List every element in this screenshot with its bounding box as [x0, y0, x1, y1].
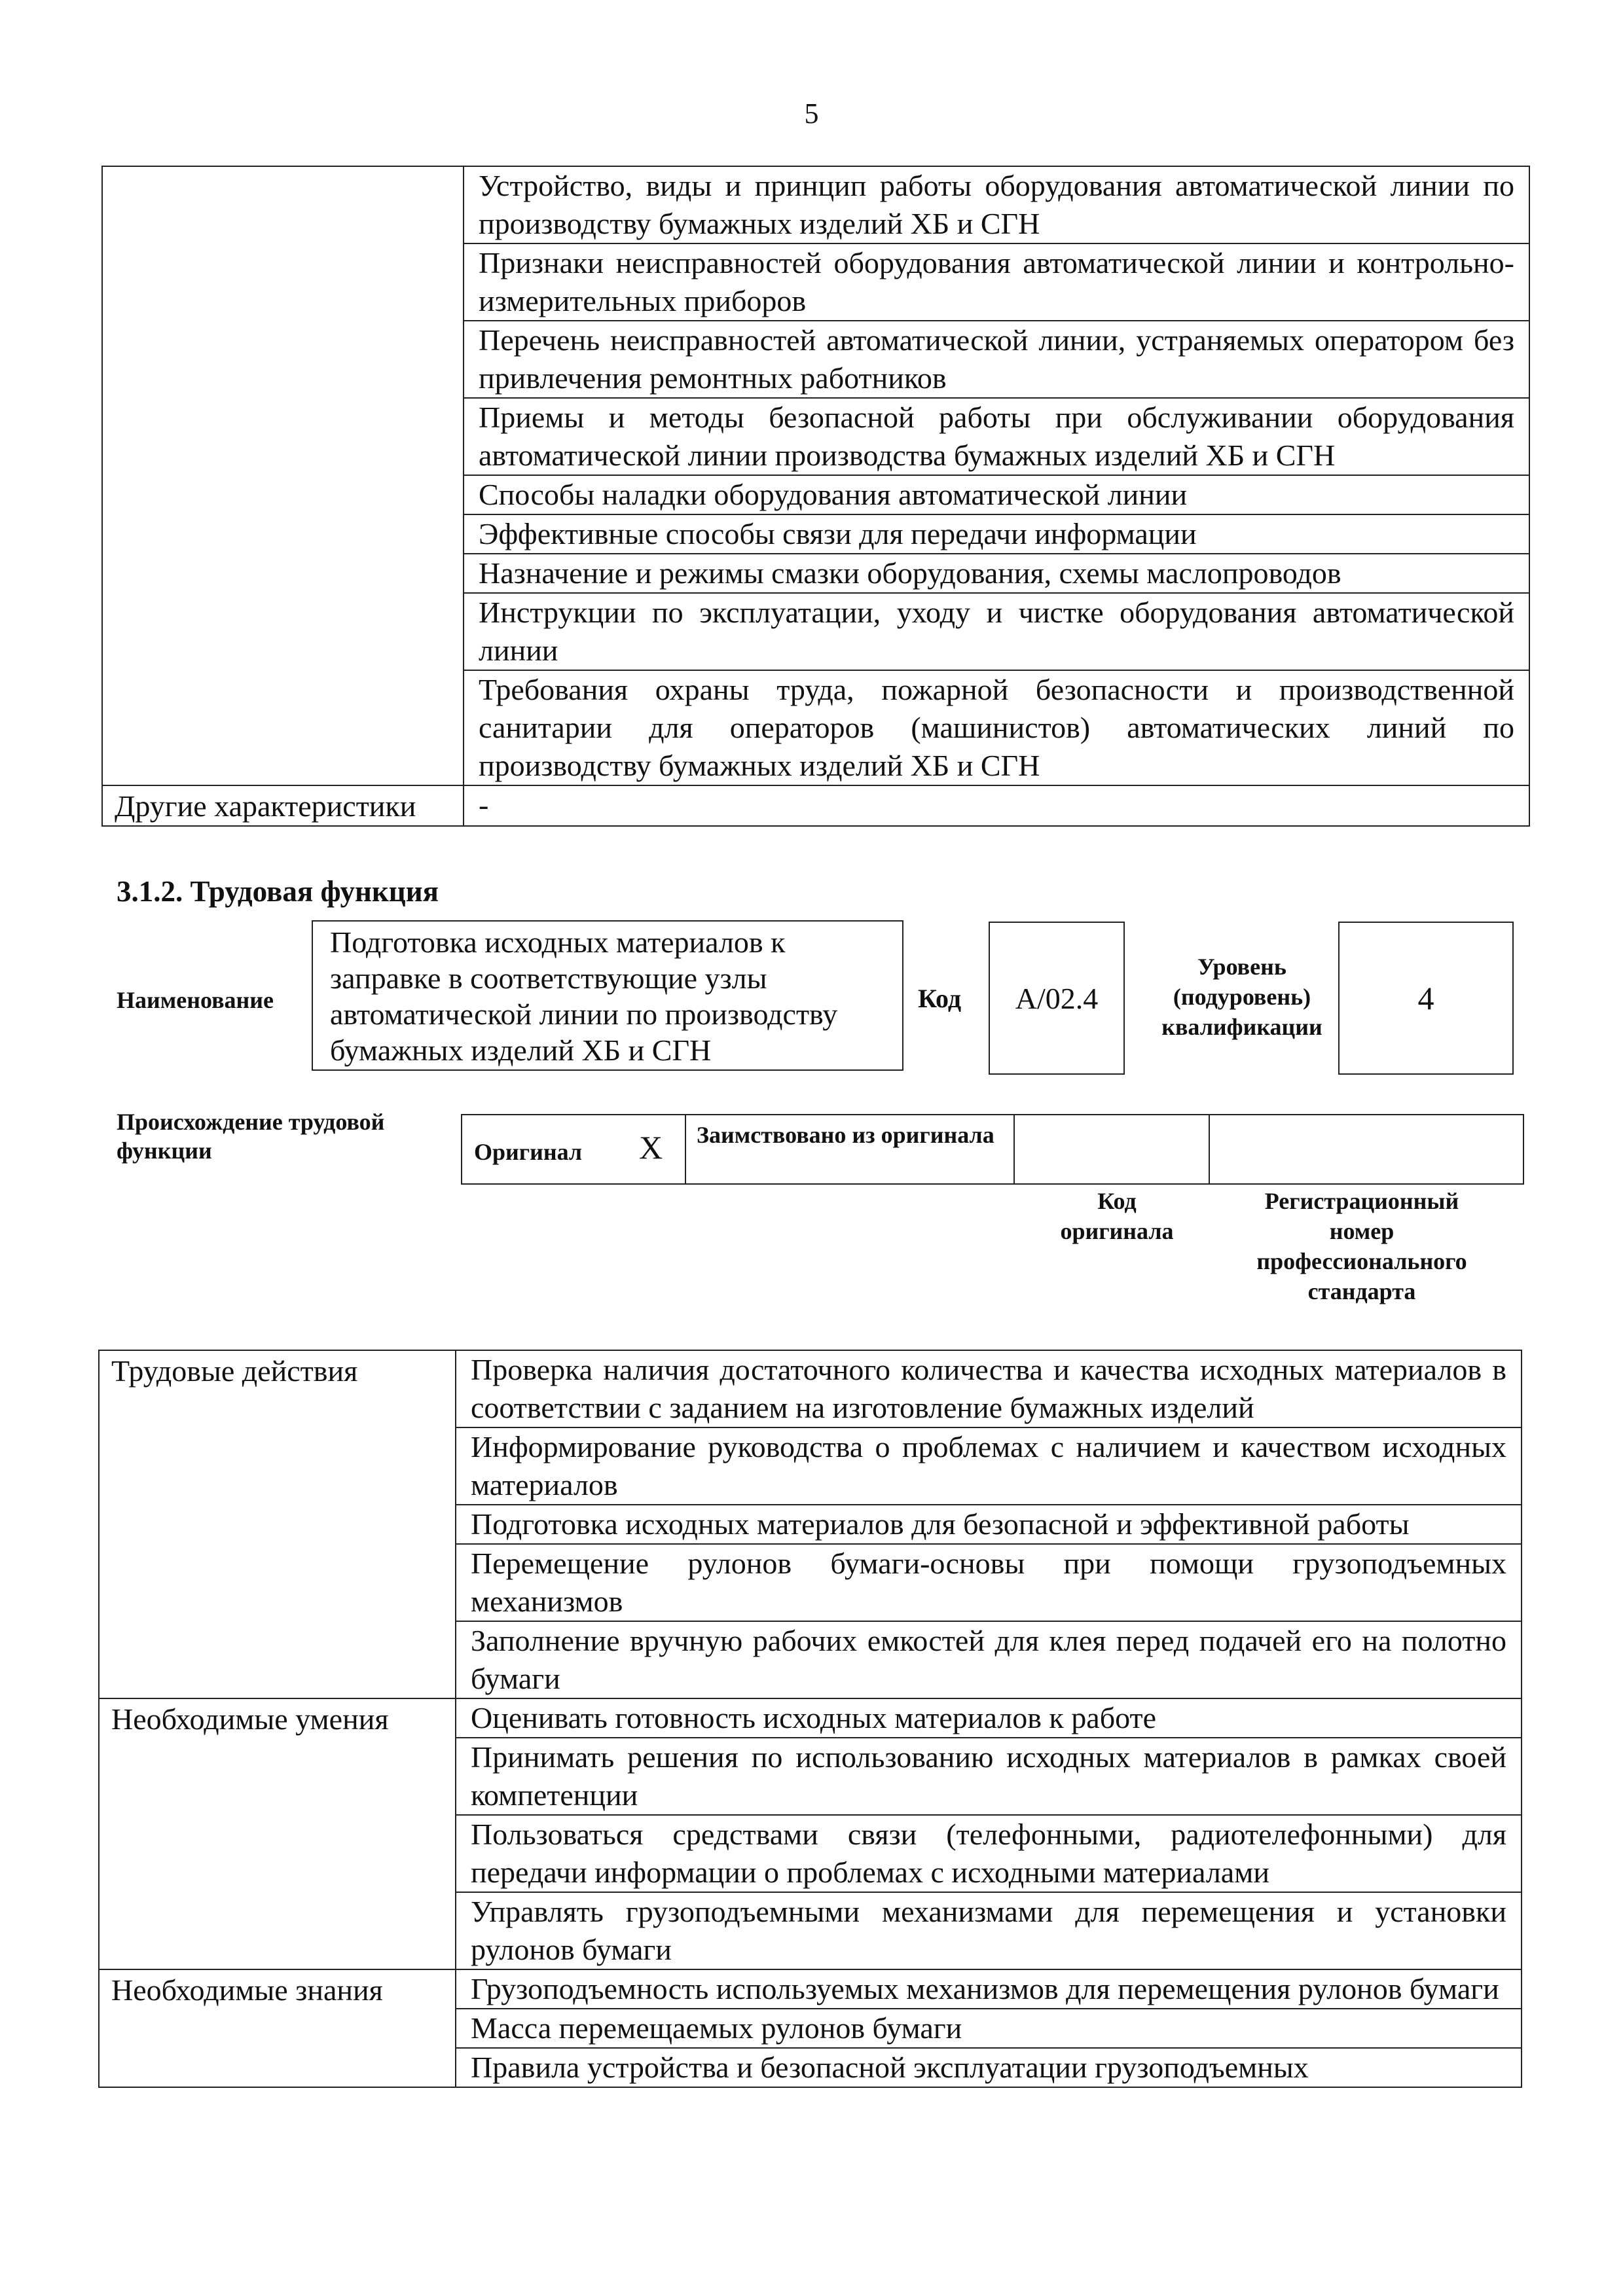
- section-heading: 3.1.2. Трудовая функция: [117, 875, 439, 908]
- other-characteristics-label: Другие характеристики: [102, 785, 464, 826]
- registration-number-caption: Регистрационный номер профессионального стандарта: [1256, 1188, 1467, 1304]
- labor-actions-label: Трудовые действия: [99, 1350, 456, 1698]
- qualification-level-box: 4: [1338, 922, 1514, 1075]
- table-row: [99, 1350, 1522, 1427]
- function-name-box: Подготовка исходных материалов к заправке в соответствующие узлы автоматической линии по производству бумажных изделий ХБ и СГН: [312, 920, 903, 1071]
- original-cell: [461, 1114, 686, 1185]
- knowledge-table-continued: [101, 166, 1530, 827]
- labor-action-item: Проверка наличия достаточного количества и качества исходных материалов в соответствии с заданием на изготовление бумажных изделий: [456, 1350, 1522, 1427]
- labor-action-item: Заполнение вручную рабочих емкостей для клея перед подачей его на полотно бумаги: [456, 1621, 1522, 1698]
- required-knowledge-label: Необходимые знания: [99, 1969, 456, 2087]
- original-code-caption: Код оригинала: [1060, 1188, 1174, 1244]
- name-label: Наименование: [117, 987, 274, 1013]
- knowledge-item: Перечень неисправностей автоматической линии, устраняемых оператором без привлечения ремонтных работников: [464, 321, 1529, 398]
- other-characteristics-value: -: [464, 785, 1529, 826]
- original-code-cell: [1013, 1114, 1210, 1185]
- knowledge-item: Эффективные способы связи для передачи информации: [464, 514, 1529, 554]
- table-row: [99, 1969, 1522, 2009]
- labor-action-item: Перемещение рулонов бумаги-основы при помощи грузоподъемных механизмов: [456, 1544, 1522, 1621]
- knowledge-item: Масса перемещаемых рулонов бумаги: [456, 2009, 1522, 2048]
- original-label: Оригинал: [474, 1139, 583, 1165]
- qualification-level-label: Уровень (подуровень) квалификации: [1161, 954, 1322, 1040]
- skill-item: Управлять грузоподъемными механизмами для перемещения и установки рулонов бумаги: [456, 1892, 1522, 1969]
- knowledge-item: Признаки неисправностей оборудования автоматической линии и контрольно-измерительных приборов: [464, 243, 1529, 321]
- skill-item: Оценивать готовность исходных материалов к работе: [456, 1698, 1522, 1738]
- knowledge-item: Правила устройства и безопасной эксплуатации грузоподъемных: [456, 2048, 1522, 2087]
- knowledge-item: Требования охраны труда, пожарной безопасности и производственной санитарии для операторов (машинистов) автоматических линий по производству бумажных изделий ХБ и СГН: [464, 670, 1529, 785]
- knowledge-item: Инструкции по эксплуатации, уходу и чистке оборудования автоматической линии: [464, 593, 1529, 670]
- labor-action-item: Подготовка исходных материалов для безопасной и эффективной работы: [456, 1505, 1522, 1544]
- skill-item: Принимать решения по использованию исходных материалов в рамках своей компетенции: [456, 1738, 1522, 1815]
- knowledge-item: Устройство, виды и принцип работы оборудования автоматической линии по производству бумажных изделий ХБ и СГН: [464, 166, 1529, 243]
- other-characteristics-row: [102, 785, 1529, 826]
- page-number: 5: [804, 98, 819, 130]
- knowledge-item: Приемы и методы безопасной работы при обслуживании оборудования автоматической линии производства бумажных изделий ХБ и СГН: [464, 398, 1529, 475]
- code-label: Код: [918, 984, 962, 1013]
- skill-item: Пользоваться средствами связи (телефонными, радиотелефонными) для передачи информации о проблемах с исходными материалами: [456, 1815, 1522, 1892]
- knowledge-item: Назначение и режимы смазки оборудования, схемы маслопроводов: [464, 554, 1529, 593]
- table-row: [99, 1698, 1522, 1738]
- borrowed-cell: [685, 1114, 1015, 1185]
- knowledge-item: Грузоподъемность используемых механизмов для перемещения рулонов бумаги: [456, 1969, 1522, 2009]
- function-code-box: А/02.4: [989, 922, 1125, 1075]
- required-skills-label: Необходимые умения: [99, 1698, 456, 1969]
- labor-function-table: [98, 1350, 1522, 2088]
- origin-row: [461, 1114, 1524, 1185]
- borrowed-label: Заимствовано из оригинала: [697, 1122, 994, 1148]
- empty-label-cell: [102, 166, 464, 785]
- labor-action-item: Информирование руководства о проблемах с наличием и качеством исходных материалов: [456, 1427, 1522, 1505]
- registration-number-cell: [1209, 1114, 1524, 1185]
- table-row: [102, 166, 1529, 243]
- original-mark: X: [639, 1129, 663, 1166]
- knowledge-item: Способы наладки оборудования автоматической линии: [464, 475, 1529, 514]
- origin-label: Происхождение трудовой функции: [117, 1109, 385, 1164]
